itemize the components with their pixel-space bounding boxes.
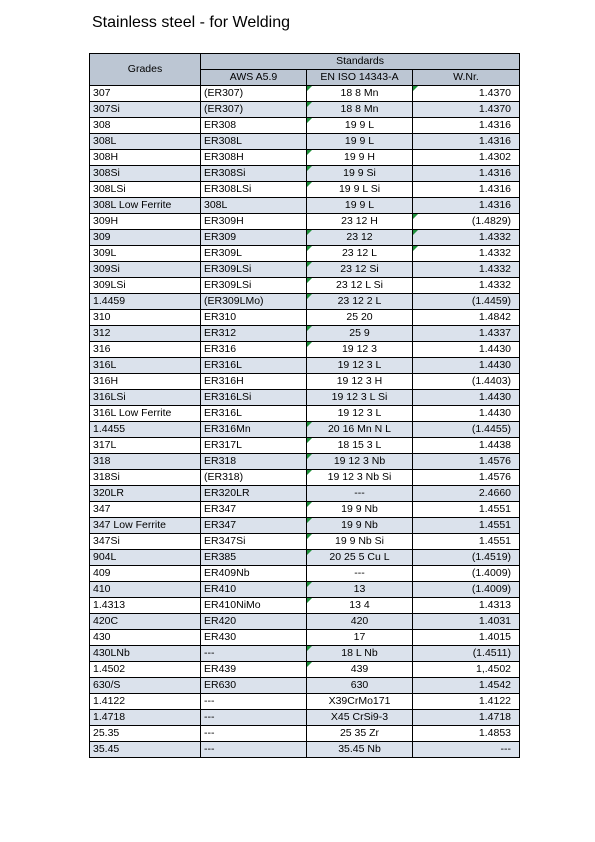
cell-en-iso: 17 — [307, 630, 413, 646]
table-row — [90, 406, 520, 422]
cell-grade: 317L — [90, 438, 201, 454]
header-grades: Grades — [90, 54, 201, 86]
cell-wnr: 2.4660 — [413, 486, 520, 502]
cell-wnr: (1.4403) — [413, 374, 520, 390]
cell-wnr: 1.4031 — [413, 614, 520, 630]
cell-grade: 309 — [90, 230, 201, 246]
table-row — [90, 294, 520, 310]
cell-grade: 308LSi — [90, 182, 201, 198]
cell-grade: 318Si — [90, 470, 201, 486]
cell-wnr: 1.4438 — [413, 438, 520, 454]
cell-aws: --- — [201, 726, 307, 742]
table-row — [90, 726, 520, 742]
table-row — [90, 150, 520, 166]
cell-aws: ER318 — [201, 454, 307, 470]
cell-wnr: 1.4370 — [413, 102, 520, 118]
table-row — [90, 518, 520, 534]
cell-en-iso: 19 9 Si — [307, 166, 413, 182]
cell-grade: 309Si — [90, 262, 201, 278]
cell-grade: 312 — [90, 326, 201, 342]
table-row — [90, 390, 520, 406]
table-row — [90, 550, 520, 566]
cell-aws: --- — [201, 694, 307, 710]
table-row — [90, 166, 520, 182]
cell-aws: ER347 — [201, 518, 307, 534]
cell-aws: --- — [201, 646, 307, 662]
cell-wnr: (1.4829) — [413, 214, 520, 230]
cell-en-iso: 19 12 3 L — [307, 358, 413, 374]
cell-en-iso: X45 CrSi9-3 — [307, 710, 413, 726]
cell-wnr: (1.4511) — [413, 646, 520, 662]
table-row — [90, 614, 520, 630]
header-en-iso: EN ISO 14343-A — [307, 70, 413, 86]
cell-grade: 309L — [90, 246, 201, 262]
cell-grade: 318 — [90, 454, 201, 470]
cell-wnr: 1.4551 — [413, 518, 520, 534]
cell-aws: ER312 — [201, 326, 307, 342]
cell-en-iso: 19 12 3 L Si — [307, 390, 413, 406]
table-row — [90, 598, 520, 614]
cell-en-iso: 19 9 L — [307, 118, 413, 134]
table-row — [90, 374, 520, 390]
cell-aws: (ER307) — [201, 86, 307, 102]
cell-grade: 308 — [90, 118, 201, 134]
cell-wnr: 1.4551 — [413, 502, 520, 518]
cell-en-iso: 19 12 3 — [307, 342, 413, 358]
table-row — [90, 566, 520, 582]
cell-en-iso: 439 — [307, 662, 413, 678]
cell-aws: ER316H — [201, 374, 307, 390]
cell-grade: 320LR — [90, 486, 201, 502]
cell-aws: ER309 — [201, 230, 307, 246]
cell-grade: 347 Low Ferrite — [90, 518, 201, 534]
cell-wnr: 1.4122 — [413, 694, 520, 710]
table-row — [90, 422, 520, 438]
cell-wnr: 1.4316 — [413, 182, 520, 198]
cell-en-iso: 18 8 Mn — [307, 102, 413, 118]
cell-aws: ER316L — [201, 406, 307, 422]
cell-grade: 308L — [90, 134, 201, 150]
cell-aws: (ER318) — [201, 470, 307, 486]
header-standards: Standards — [201, 54, 520, 70]
cell-grade: 308L Low Ferrite — [90, 198, 201, 214]
cell-en-iso: 23 12 2 L — [307, 294, 413, 310]
table-row — [90, 278, 520, 294]
cell-grade: 316L — [90, 358, 201, 374]
cell-wnr: (1.4009) — [413, 582, 520, 598]
cell-en-iso: 420 — [307, 614, 413, 630]
cell-aws: ER310 — [201, 310, 307, 326]
cell-grade: 420C — [90, 614, 201, 630]
cell-wnr: 1.4542 — [413, 678, 520, 694]
cell-aws: ER420 — [201, 614, 307, 630]
cell-wnr: 1.4316 — [413, 198, 520, 214]
cell-wnr: 1.4332 — [413, 278, 520, 294]
cell-aws: ER385 — [201, 550, 307, 566]
table-body — [90, 86, 520, 758]
cell-en-iso: --- — [307, 486, 413, 502]
cell-en-iso: 19 9 L — [307, 198, 413, 214]
cell-wnr: 1.4316 — [413, 118, 520, 134]
cell-grade: 630/S — [90, 678, 201, 694]
cell-en-iso: 19 9 Nb Si — [307, 534, 413, 550]
cell-en-iso: 23 12 H — [307, 214, 413, 230]
table-row — [90, 102, 520, 118]
header-aws: AWS A5.9 — [201, 70, 307, 86]
cell-aws: ER309H — [201, 214, 307, 230]
cell-en-iso: 23 12 — [307, 230, 413, 246]
cell-wnr: 1.4576 — [413, 470, 520, 486]
table-row — [90, 694, 520, 710]
cell-en-iso: 18 15 3 L — [307, 438, 413, 454]
cell-aws: ER409Nb — [201, 566, 307, 582]
cell-wnr: 1.4576 — [413, 454, 520, 470]
cell-aws: ER309LSi — [201, 262, 307, 278]
cell-grade: 409 — [90, 566, 201, 582]
table-row — [90, 502, 520, 518]
cell-wnr: 1.4015 — [413, 630, 520, 646]
cell-en-iso: 19 12 3 Nb Si — [307, 470, 413, 486]
table-row — [90, 230, 520, 246]
cell-aws: ER430 — [201, 630, 307, 646]
cell-wnr: 1,.4502 — [413, 662, 520, 678]
cell-en-iso: 23 12 L — [307, 246, 413, 262]
cell-aws: ER347 — [201, 502, 307, 518]
cell-grade: 347Si — [90, 534, 201, 550]
cell-grade: 307Si — [90, 102, 201, 118]
cell-en-iso: 19 9 H — [307, 150, 413, 166]
standards-table — [89, 53, 520, 758]
cell-grade: 410 — [90, 582, 201, 598]
cell-aws: ER439 — [201, 662, 307, 678]
cell-aws: ER347Si — [201, 534, 307, 550]
cell-wnr: (1.4455) — [413, 422, 520, 438]
cell-wnr: 1.4430 — [413, 358, 520, 374]
cell-aws: ER316 — [201, 342, 307, 358]
cell-grade: 1.4455 — [90, 422, 201, 438]
table-row — [90, 182, 520, 198]
cell-wnr: 1.4316 — [413, 134, 520, 150]
cell-en-iso: 13 4 — [307, 598, 413, 614]
cell-aws: ER308H — [201, 150, 307, 166]
cell-aws: ER410 — [201, 582, 307, 598]
table-row — [90, 454, 520, 470]
cell-aws: ER410NiMo — [201, 598, 307, 614]
cell-grade: 316 — [90, 342, 201, 358]
cell-en-iso: 19 12 3 H — [307, 374, 413, 390]
table-row — [90, 582, 520, 598]
table-row — [90, 134, 520, 150]
cell-en-iso: 18 L Nb — [307, 646, 413, 662]
table-row — [90, 310, 520, 326]
cell-en-iso: 13 — [307, 582, 413, 598]
table-row — [90, 630, 520, 646]
cell-grade: 1.4718 — [90, 710, 201, 726]
cell-grade: 309LSi — [90, 278, 201, 294]
cell-wnr: 1.4551 — [413, 534, 520, 550]
table-row — [90, 262, 520, 278]
cell-aws: ER309LSi — [201, 278, 307, 294]
table-row — [90, 678, 520, 694]
cell-aws: ER316LSi — [201, 390, 307, 406]
cell-en-iso: 20 16 Mn N L — [307, 422, 413, 438]
cell-wnr: 1.4316 — [413, 166, 520, 182]
cell-grade: 307 — [90, 86, 201, 102]
cell-aws: ER308 — [201, 118, 307, 134]
table-row — [90, 214, 520, 230]
table-row — [90, 438, 520, 454]
cell-aws: --- — [201, 710, 307, 726]
cell-en-iso: 23 12 Si — [307, 262, 413, 278]
cell-grade: 316LSi — [90, 390, 201, 406]
cell-en-iso: 20 25 5 Cu L — [307, 550, 413, 566]
cell-en-iso: 23 12 L Si — [307, 278, 413, 294]
cell-grade: 1.4313 — [90, 598, 201, 614]
cell-en-iso: 19 9 Nb — [307, 518, 413, 534]
cell-wnr: 1.4370 — [413, 86, 520, 102]
cell-wnr: 1.4430 — [413, 390, 520, 406]
cell-grade: 430LNb — [90, 646, 201, 662]
cell-en-iso: X39CrMo171 — [307, 694, 413, 710]
cell-grade: 316H — [90, 374, 201, 390]
cell-wnr: 1.4332 — [413, 230, 520, 246]
cell-grade: 308Si — [90, 166, 201, 182]
cell-en-iso: 19 9 Nb — [307, 502, 413, 518]
cell-en-iso: 18 8 Mn — [307, 86, 413, 102]
cell-en-iso: 19 12 3 Nb — [307, 454, 413, 470]
table-row — [90, 246, 520, 262]
cell-aws: ER309L — [201, 246, 307, 262]
cell-en-iso: 19 9 L — [307, 134, 413, 150]
cell-aws: (ER309LMo) — [201, 294, 307, 310]
cell-aws: ER308L — [201, 134, 307, 150]
cell-wnr: 1.4332 — [413, 246, 520, 262]
cell-grade: 1.4502 — [90, 662, 201, 678]
table-row — [90, 646, 520, 662]
cell-en-iso: 35.45 Nb — [307, 742, 413, 758]
cell-wnr: (1.4519) — [413, 550, 520, 566]
cell-en-iso: 630 — [307, 678, 413, 694]
table-row — [90, 198, 520, 214]
cell-grade: 347 — [90, 502, 201, 518]
cell-wnr: (1.4009) — [413, 566, 520, 582]
cell-wnr: 1.4430 — [413, 342, 520, 358]
table-row — [90, 710, 520, 726]
cell-wnr: 1.4302 — [413, 150, 520, 166]
cell-wnr: 1.4332 — [413, 262, 520, 278]
cell-grade: 904L — [90, 550, 201, 566]
cell-en-iso: 25 20 — [307, 310, 413, 326]
cell-aws: (ER307) — [201, 102, 307, 118]
cell-grade: 1.4122 — [90, 694, 201, 710]
header-wnr: W.Nr. — [413, 70, 520, 86]
cell-wnr: 1.4430 — [413, 406, 520, 422]
cell-en-iso: 19 12 3 L — [307, 406, 413, 422]
cell-en-iso: --- — [307, 566, 413, 582]
page-title: Stainless steel - for Welding — [92, 14, 291, 31]
table-row — [90, 534, 520, 550]
cell-en-iso: 25 9 — [307, 326, 413, 342]
cell-aws: --- — [201, 742, 307, 758]
cell-grade: 309H — [90, 214, 201, 230]
cell-wnr: 1.4337 — [413, 326, 520, 342]
table-row — [90, 86, 520, 102]
cell-en-iso: 25 35 Zr — [307, 726, 413, 742]
cell-grade: 35.45 — [90, 742, 201, 758]
cell-aws: 308L — [201, 198, 307, 214]
cell-wnr: 1.4853 — [413, 726, 520, 742]
table-row — [90, 470, 520, 486]
cell-grade: 316L Low Ferrite — [90, 406, 201, 422]
cell-aws: ER316L — [201, 358, 307, 374]
cell-aws: ER630 — [201, 678, 307, 694]
cell-grade: 308H — [90, 150, 201, 166]
table-row — [90, 742, 520, 758]
table-row — [90, 326, 520, 342]
cell-wnr: 1.4313 — [413, 598, 520, 614]
cell-aws: ER317L — [201, 438, 307, 454]
cell-en-iso: 19 9 L Si — [307, 182, 413, 198]
table-row — [90, 118, 520, 134]
cell-grade: 1.4459 — [90, 294, 201, 310]
cell-aws: ER308LSi — [201, 182, 307, 198]
cell-wnr: --- — [413, 742, 520, 758]
table-row — [90, 342, 520, 358]
cell-wnr: (1.4459) — [413, 294, 520, 310]
cell-aws: ER316Mn — [201, 422, 307, 438]
cell-grade: 25.35 — [90, 726, 201, 742]
cell-wnr: 1.4842 — [413, 310, 520, 326]
table-row — [90, 358, 520, 374]
cell-aws: ER320LR — [201, 486, 307, 502]
cell-aws: ER308Si — [201, 166, 307, 182]
cell-wnr: 1.4718 — [413, 710, 520, 726]
table-row — [90, 486, 520, 502]
cell-grade: 430 — [90, 630, 201, 646]
cell-grade: 310 — [90, 310, 201, 326]
table-row — [90, 662, 520, 678]
